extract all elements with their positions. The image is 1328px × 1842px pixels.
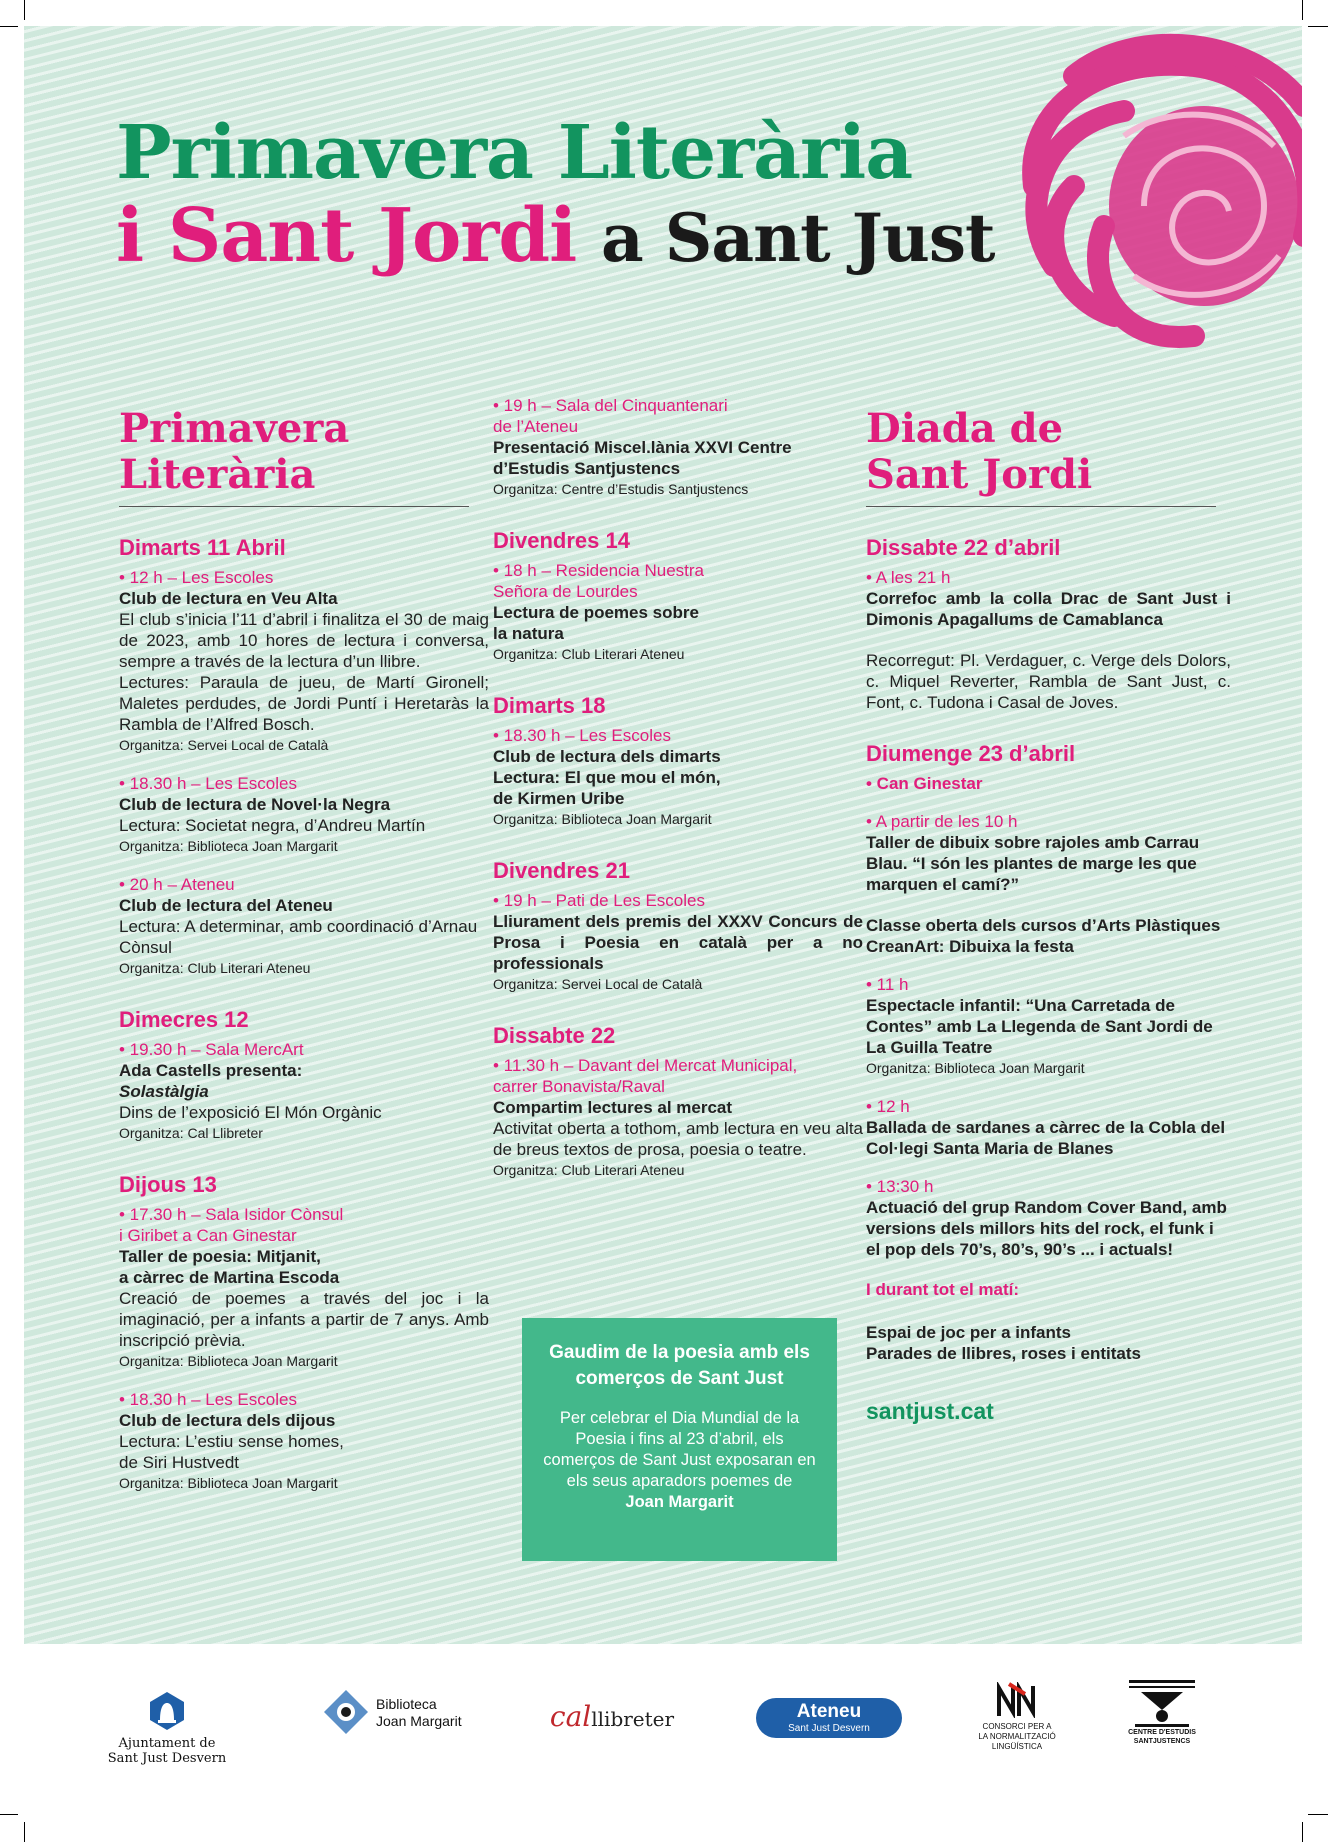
event: • 18 h – Residencia Nuestra Señora de Lourdes Lectura de poemes sobre la natura Organitza: Club Literari Ateneu [493,561,705,662]
crop-mark [0,26,18,27]
bell-icon [146,1690,188,1732]
crop-mark [24,1822,25,1842]
day-label: Dijous 13 [119,1172,217,1197]
event: • 12 h Ballada de sardanes a càrrec de la Cobla del Col·legi Santa Maria de Blanes [866,1097,1226,1158]
event: • 11 h Espectacle infantil: “Una Carretada de Contes” amb La Llegenda de Sant Jordi de La Guilla Teatre Organitza: Biblioteca Joan Margarit [866,975,1213,1076]
all-morning-heading: I durant tot el matí: [866,1280,1019,1299]
day-label: Dimarts 18 [493,693,606,718]
event: • 19 h – Sala del Cinquantenari de l’Ateneu Presentació Miscel.lània XXVI Centre d’Estudis Santjustencs Organitza: Centre d’Estudis Santjustencs [493,396,792,497]
day-label: Diumenge 23 d’abril [866,741,1076,766]
column-heading: Primavera Literària [119,406,469,507]
logo-consorci: CONSORCI PER A LA NORMALITZACIÓ LINGÜÍSTICA [962,1682,1072,1752]
centre-estudis-icon [1127,1678,1197,1728]
event: • 18.30 h – Les Escoles Club de lectura dels dijous Lectura: L’estiu sense homes, de Siri Hustvedt Organitza: Biblioteca Joan Margarit [119,1390,344,1491]
crop-mark [1308,26,1328,27]
day-label: Dimarts 11 Abril [119,535,286,560]
logo-centre-estudis: CENTRE D'ESTUDIS SANTJUSTENCS [1124,1678,1200,1746]
poetry-shops-box [522,1318,837,1561]
crop-mark [24,0,25,20]
day-label: Dissabte 22 d’abril [866,535,1061,560]
title-sant-jordi: i Sant Jordi [116,193,577,279]
crop-mark [1308,1814,1328,1815]
column-heading: Diada de Sant Jordi [866,406,1216,507]
all-morning-list: Espai de joc per a infants Parades de llibres, roses i entitats [866,1323,1141,1363]
sponsor-logos [42,1648,1286,1798]
day-label: Dissabte 22 [493,1023,616,1048]
crop-mark [0,1814,18,1815]
logo-cal-llibreter: calllibreter [549,1700,675,1733]
box-heading: Gaudim de la poesia amb els comerços de Sant Just [549,1342,810,1389]
event: • 13:30 h Actuació del grup Random Cover Band, amb versions dels millors hits del rock, el funk i el pop dels 70’s, 80’s, 90’s ... i actuals! [866,1177,1227,1259]
crop-mark [1302,1822,1303,1842]
event: • A les 21 h Correfoc amb la colla Drac de Sant Just i Dimonis Apagallums de Camablanca Recorregut: Pl. Verdaguer, c. Verge dels Dolors, c. Miquel Reverter, Rambla de Sant Just, c. Font, c. Tudona i Casal de Joves. [866,568,1231,712]
rose-illustration [994,26,1302,396]
event: • 19.30 h – Sala MercArt Ada Castells presenta: Solastàlgia Dins de l’exposició El Món Orgànic Organitza: Cal Llibreter [119,1040,382,1141]
day-label: Divendres 14 [493,528,630,553]
day-label: Divendres 21 [493,858,630,883]
box-text: Per celebrar el Dia Mundial de la Poesia i fins al 23 d’abril, els comerços de Sant Just exposaran en els seus aparadors poemes de Joan Margarit [543,1409,816,1511]
biblioteca-icon [322,1688,370,1736]
event: • 11.30 h – Davant del Mercat Municipal, carrer Bonavista/Raval Compartim lectures al mercat Activitat oberta a tothom, amb lectura en veu alta de breus textos de prosa, poesia o teatre. Organitza: Club Literari Ateneu [493,1056,863,1178]
day-label: Dimecres 12 [119,1007,249,1032]
event: • Can Ginestar [866,774,983,793]
title-sant-just: a Sant Just [601,199,995,277]
logo-ateneu: Ateneu Sant Just Desvern [756,1698,902,1738]
website-link[interactable]: santjust.cat [866,1398,994,1424]
logo-ajuntament: Ajuntament de Sant Just Desvern [92,1690,242,1766]
title-line-1: Primavera Literària [116,110,913,196]
event: • 12 h – Les Escoles Club de lectura en Veu Alta El club s’inicia l’11 d’abril i finalitza el 30 de maig de 2023, amb 10 hores de lectura i conversa, sempre a través de la lectura d’un llibre. Lectures: Paraula de jueu, de Martí Gironell; Maletes perdudes, de Jordi Puntí i Heretaràs la Rambla de l’Alfred Bosch. Organitza: Servei Local de Català [119,568,489,753]
column-diada-sant-jordi [866,406,1231,1425]
poster [24,26,1302,1644]
crop-mark [1302,0,1303,20]
event: • 19 h – Pati de Les Escoles Lliurament dels premis del XXXV Concurs de Prosa i Poesia en català per a no professionals Organitza: Servei Local de Català [493,891,863,992]
event: • A partir de les 10 h Taller de dibuix sobre rajoles amb Carrau Blau. “I són les plantes de marge les que marquen el camí?” Classe oberta dels cursos d’Arts Plàstiques CreanArt: Dibuixa la festa [866,812,1221,956]
logo-biblioteca: Biblioteca Joan Margarit [322,1688,492,1736]
event: • 17.30 h – Sala Isidor Cònsul i Giribet a Can Ginestar Taller de poesia: Mitjanit, a càrrec de Martina Escoda Creació de poemes a través del joc i la imaginació, per a infants a partir de 7 anys. Amb inscripció prèvia. Organitza: Biblioteca Joan Margarit [119,1205,489,1369]
event: • 18.30 h – Les Escoles Club de lectura de Novel·la Negra Lectura: Societat negra, d’Andreu Martín Organitza: Biblioteca Joan Margarit [119,774,426,854]
column-events-middle [493,395,863,1198]
event: • 18.30 h – Les Escoles Club de lectura dels dimarts Lectura: El que mou el món, de Kirmen Uribe Organitza: Biblioteca Joan Margarit [493,726,721,827]
column-primavera-literaria [119,406,489,1511]
event: • 20 h – Ateneu Club de lectura del Ateneu Lectura: A determinar, amb coordinació d’Arnau Cònsul Organitza: Club Literari Ateneu [119,875,478,976]
cpnl-icon [995,1682,1039,1718]
title-line-2 [116,193,995,279]
